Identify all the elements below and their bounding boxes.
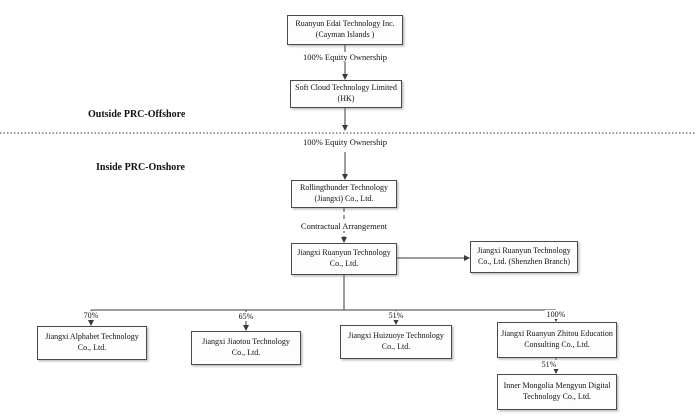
box-line: Co., Ltd. [77, 343, 107, 352]
connector-vie-subsidiaries [88, 275, 559, 331]
connector-hk-divider [342, 108, 348, 131]
box-jiangxi-alphabet [37, 326, 147, 360]
box-line: Jiangxi Alphabet Technology [45, 332, 139, 342]
box-line: (HK) [337, 94, 355, 103]
box-line: Co., Ltd. [329, 259, 359, 268]
pct-label-mengyun: 51% [541, 360, 557, 369]
box-line: Jiangxi Ruanyun Technology [297, 248, 391, 258]
box-line: Co., Ltd. (Shenzhen Branch) [478, 257, 570, 266]
pct-label-huizuoye: 51% [388, 311, 404, 320]
box-soft-cloud-hk [290, 80, 402, 108]
box-jiangxi-ruanyun [291, 243, 397, 275]
box-line: Jiangxi Jiaotou Technology [202, 337, 290, 347]
connector-divider-wfoe [342, 152, 348, 180]
box-line: Consulting Co., Ltd. [524, 340, 590, 349]
box-line: Jiangxi Ruanyun Technology [477, 246, 571, 256]
box-line: Jiangxi Ruanyun Zhitou Education [501, 329, 613, 339]
box-ruanyun-edai-cayman [287, 15, 403, 45]
box-rollingthunder-jiangxi [291, 180, 397, 208]
edge-label-equity-top: 100% Equity Ownership [300, 52, 390, 62]
box-line: Co., Ltd. [381, 342, 411, 351]
box-line: Rollingthunder Technology [300, 183, 388, 193]
box-line: Ruanyun Edai Technology Inc. [295, 19, 395, 29]
box-jiangxi-huizuoye [340, 325, 452, 359]
box-shenzhen-branch [470, 241, 578, 273]
box-line: Co., Ltd. [231, 348, 261, 357]
box-line: (Jiangxi) Co., Ltd. [314, 194, 374, 203]
pct-label-jiaotou: 65% [238, 312, 254, 321]
edge-label-contractual-arrangement: Contractual Arrangement [298, 221, 390, 231]
connector-cayman-hk [342, 45, 348, 80]
connector-vie-shenzhen [397, 255, 470, 261]
box-line: Technology Co., Ltd. [522, 392, 592, 401]
box-inner-mongolia-mengyun [497, 374, 617, 410]
pct-label-alphabet: 70% [83, 311, 99, 320]
box-line: Jiangxi Huizuoye Technology [348, 331, 444, 341]
box-line: Soft Cloud Technology Limited [295, 83, 397, 93]
box-ruanyun-zhitou-education [497, 322, 617, 358]
pct-label-zhitou: 100% [546, 310, 566, 319]
box-line: (Cayman Islands ) [315, 30, 375, 39]
edge-label-equity-mid: 100% Equity Ownership [300, 137, 390, 147]
section-label-offshore: Outside PRC-Offshore [88, 109, 186, 120]
section-label-onshore: Inside PRC-Onshore [96, 162, 185, 173]
box-jiangxi-jiaotou [191, 331, 301, 365]
box-line: Inner Mongolia Mengyun Digital [503, 381, 611, 391]
